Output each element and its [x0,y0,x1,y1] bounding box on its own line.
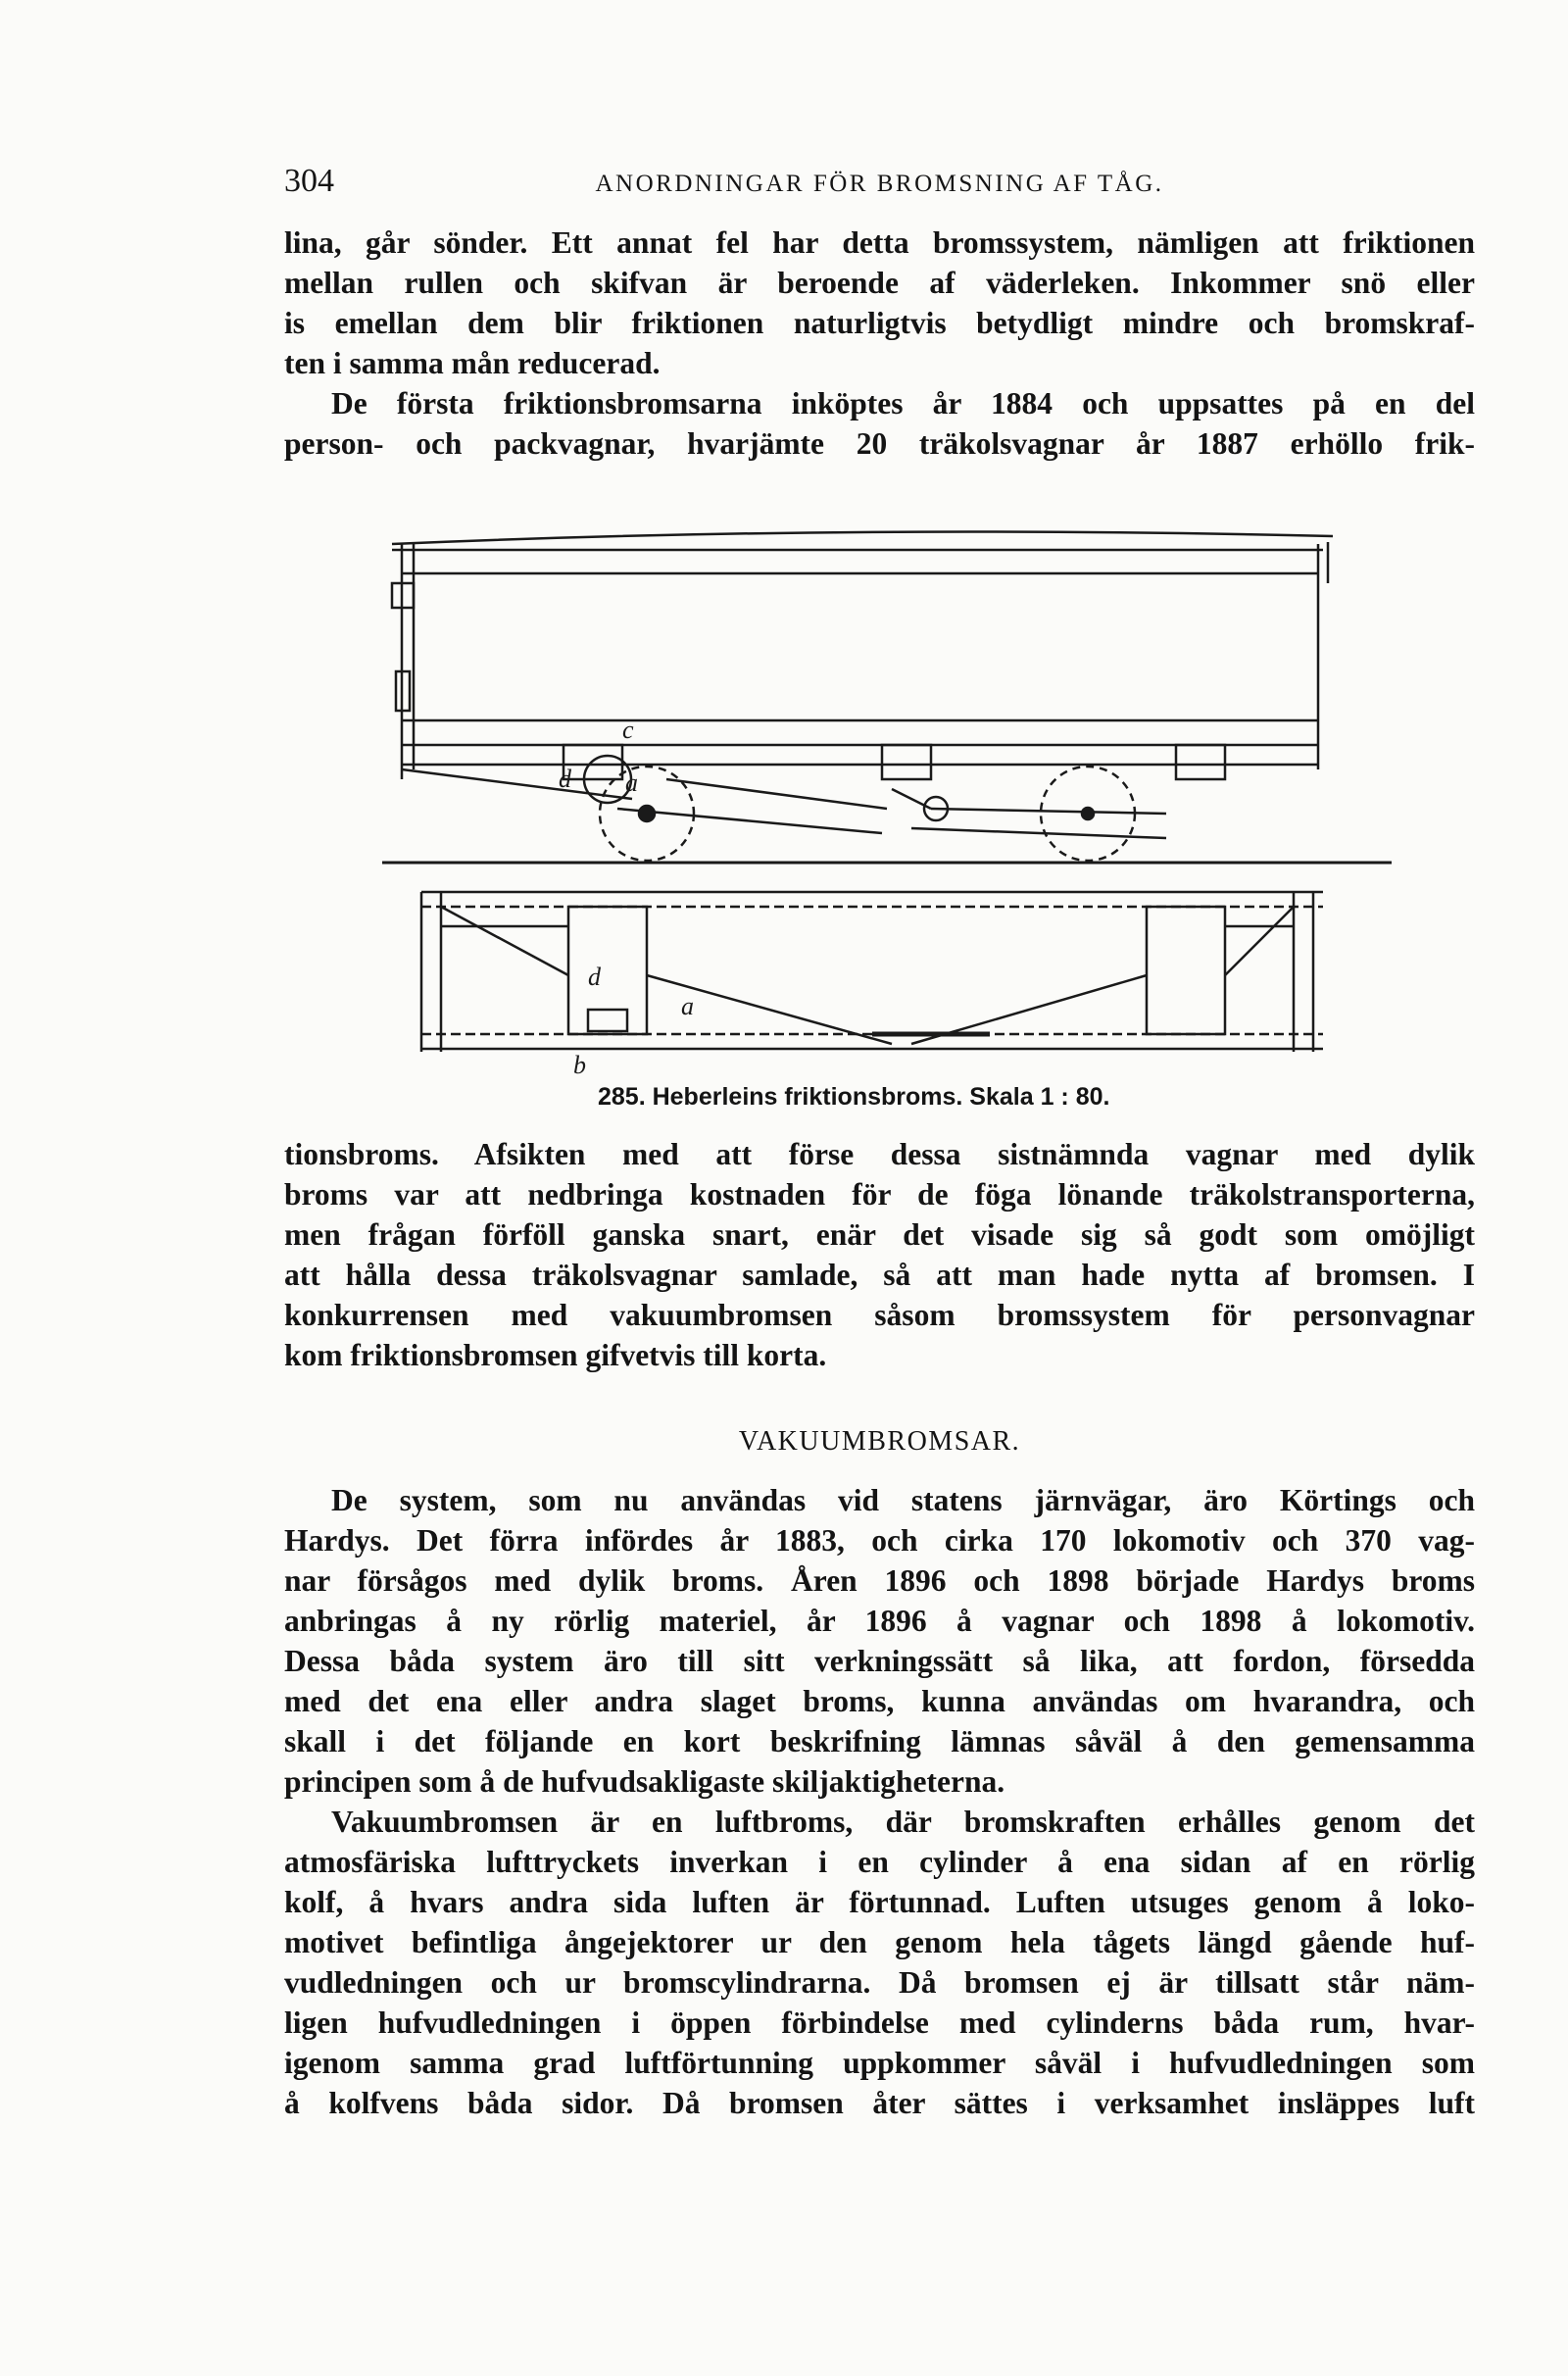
page-number: 304 [284,163,334,199]
text-line: mellan rullen och skifvan är beroende af väderleken. Inkommer snö eller [284,266,1475,300]
brake-rod-5 [931,809,1166,814]
label-d-plan: d [588,963,601,991]
text-line: lina, går sönder. Ett annat fel har detta bromssystem, nämligen att friktionen [284,225,1475,260]
brake-wagon-drawing [382,515,1392,1079]
section-heading: VAKUUMBROMSAR. [738,1426,1021,1457]
label-b: b [573,1051,586,1079]
text-line: principen som å de hufvudsakligaste skiljaktigheterna. [284,1764,1005,1799]
plan-axle-left [568,907,647,1034]
center-bracket [882,745,931,779]
label-c: c [622,716,634,744]
text-line: vudledningen och ur bromscylindrarna. Då bromsen ej är tillsatt står näm- [284,1965,1475,2000]
axle-right [1082,808,1094,819]
roof-line [392,532,1333,545]
brake-rod-4 [911,828,1166,838]
text-line: motivet befintliga ångejektorer ur den genom hela tågets längd gående huf- [284,1925,1475,1959]
text-line: Hardys. Det förra infördes år 1883, och cirka 170 lokomotiv och 370 vag- [284,1523,1475,1558]
text-line: ligen hufvudledningen i öppen förbindelse med cylinderns båda rum, hvar- [284,2005,1475,2040]
text-line: atmosfäriska lufttryckets inverkan i en cylinder å ena sidan af en rörlig [284,1845,1475,1879]
technical-drawing [382,515,1392,1079]
paragraph-block-middle [284,1134,1475,1375]
label-a-plan: a [681,992,694,1020]
text-line: konkurrensen med vakuumbromsen såsom bromssystem för personvagnar [284,1298,1475,1332]
text-line: kom friktionsbromsen gifvetvis till korta. [284,1338,827,1372]
paragraph-block-top [284,223,1475,464]
text-line: med det ena eller andra slaget broms, kunna användas om hvarandra, och [284,1684,1475,1718]
brake-rod-2 [617,809,882,833]
text-line: person- och packvagnar, hvarjämte 20 träkolsvagnar år 1887 erhöllo frik- [284,426,1475,461]
plan-axle-right [1147,907,1225,1034]
text-line: De system, som nu användas vid statens järnvägar, äro Körtings och [331,1483,1475,1517]
text-line: De första friktionsbromsarna inköptes år 1884 och uppsattes på en del [331,386,1475,421]
label-a: a [625,768,638,797]
text-line: ten i samma mån reducerad. [284,346,661,380]
text-line: skall i det följande en kort beskrifning lämnas såväl å den gemensamma [284,1724,1475,1758]
text-line: Vakuumbromsen är en luftbroms, där bromskraften erhålles genom det [331,1805,1475,1839]
label-d: d [559,765,571,793]
text-line: men frågan förföll ganska snart, enär det visade sig så godt som omöjligt [284,1217,1475,1252]
plan-diagonal-3 [441,907,568,975]
lever-arm [892,789,931,809]
figure-caption: 285. Heberleins friktionsbroms. Skala 1 : 80. [598,1083,1110,1111]
text-line: å kolfvens båda sidor. Då bromsen åter sättes i verksamhet insläppes luft [284,2086,1475,2120]
page-header [284,163,1475,206]
axle-left [639,806,655,821]
text-line: broms var att nedbringa kostnaden för de föga lönande träkolstransporterna, [284,1177,1475,1212]
axle-guard-right [1176,745,1225,779]
text-line: Dessa båda system äro till sitt verkningssätt så lika, att fordon, försedda [284,1644,1475,1678]
paragraph-block-bottom [284,1480,1475,2123]
text-line: tionsbroms. Afsikten med att förse dessa sistnämnda vagnar med dylik [284,1137,1475,1171]
running-title: ANORDNINGAR FÖR BROMSNING AF TÅG. [595,171,1164,197]
text-line: anbringas å ny rörlig materiel, år 1896 å vagnar och 1898 å lokomotiv. [284,1604,1475,1638]
text-line: nar försågos med dylik broms. Åren 1896 och 1898 började Hardys broms [284,1563,1475,1598]
brake-rod-3 [666,779,887,809]
plan-diagonal-4 [1225,907,1294,975]
brake-rod-1 [402,769,632,799]
text-line: kolf, å hvars andra sida luften är förtunnad. Luften utsuges genom å loko- [284,1885,1475,1919]
text-line: igenom samma grad luftförtunning uppkommer såväl i hufvudledningen som [284,2046,1475,2080]
text-line: att hålla dessa träkolsvagnar samlade, så att man hade nytta af bromsen. I [284,1258,1475,1292]
plan-gear-box [588,1010,627,1031]
text-line: is emellan dem blir friktionen naturligtvis betydligt mindre och bromskraf- [284,306,1475,340]
